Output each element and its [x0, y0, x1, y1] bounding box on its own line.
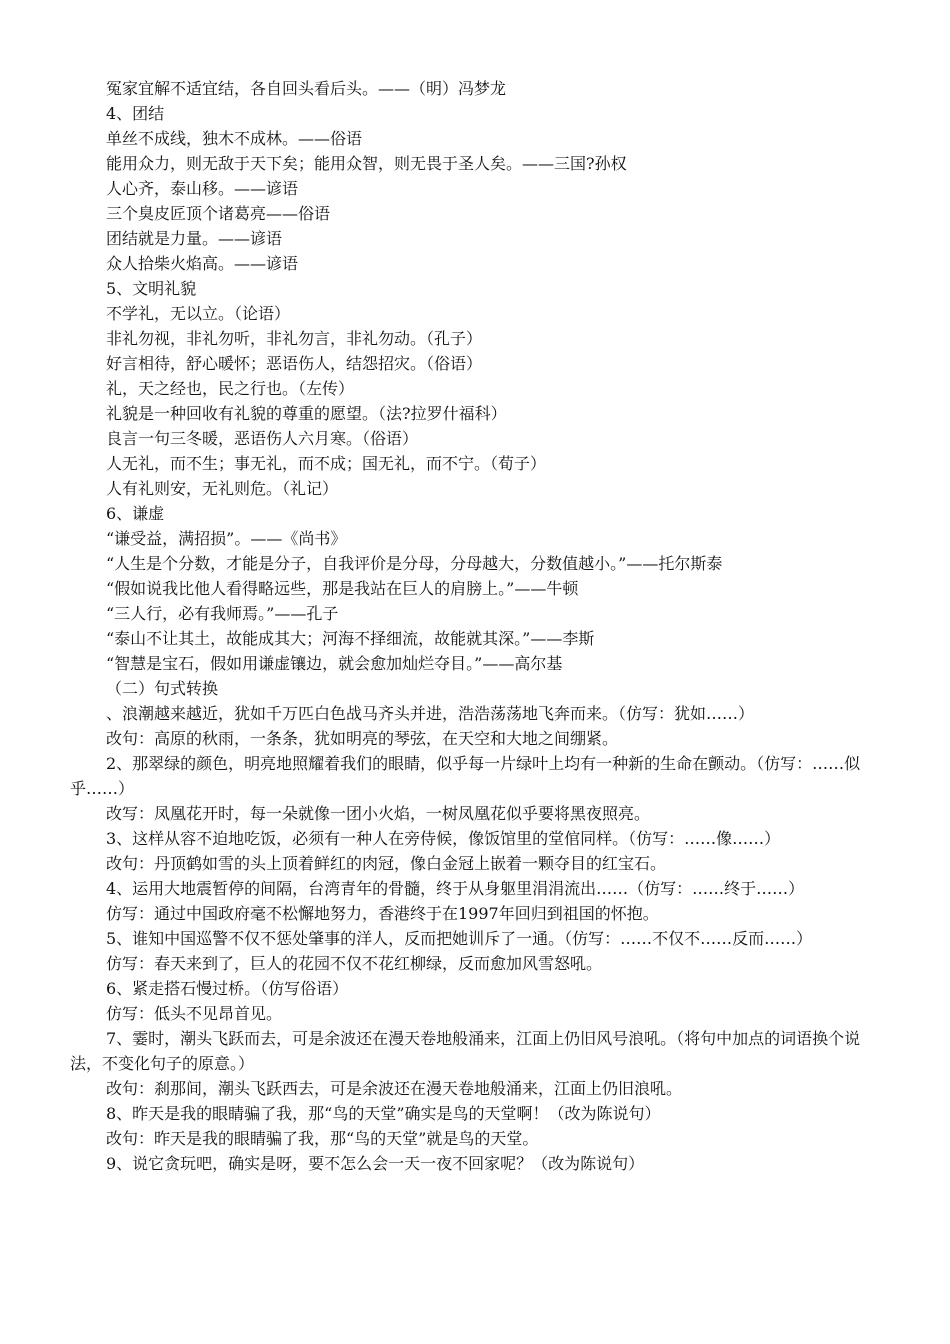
text-line: 良言一句三冬暖，恶语伤人六月寒。（俗语）	[106, 429, 419, 448]
text-line: 不学礼，无以立。（论语）	[106, 304, 291, 323]
text-line: 2、那翠绿的颜色，明亮地照耀着我们的眼睛，似乎每一片绿叶上均有一种新的生命在颤动。（仿写：……似乎……）	[70, 754, 861, 798]
text-line: 改句：刹那间，潮头飞跃西去，可是余波还在漫天卷地般涌来，江面上仍旧浪吼。	[106, 1079, 683, 1098]
section-line: 9、说它贪玩吧，确实是呀，要不怎么会一天一夜不回家呢？（改为陈说句）	[106, 1154, 645, 1173]
text-line: 3、这样从容不迫地吃饭，必须有一种人在旁侍候，像饭馆里的堂倌同样。（仿写：……像……）	[106, 829, 781, 848]
text-line: 冤家宜解不适宜结，各自回头看后头。——（明）冯梦龙	[106, 79, 507, 98]
text-line: 人无礼，而不生；事无礼，而不成；国无礼，而不宁。（荀子）	[106, 454, 547, 473]
text-line: 三个臭皮匠顶个诸葛亮——俗语	[106, 204, 331, 223]
text-line: 众人拾柴火焰高。——谚语	[106, 254, 299, 273]
section-line: 6、谦虚	[106, 504, 165, 523]
text-line: “三人行，必有我师焉。”——孔子	[106, 604, 339, 623]
text-line: 改句：高原的秋雨，一条条，犹如明亮的琴弦，在天空和大地之间绷紧。	[106, 729, 619, 748]
text-line: 改句：昨天是我的眼睛骗了我，那“鸟的天堂”就是鸟的天堂。	[106, 1129, 539, 1148]
text-line: 人有礼则安，无礼则危。（礼记）	[106, 479, 339, 498]
text-line: 团结就是力量。——谚语	[106, 229, 283, 248]
text-line: “人生是个分数，才能是分子，自我评价是分母，分母越大，分数值越小。”——托尔斯泰	[106, 554, 723, 573]
text-line: 人心齐，泰山移。——谚语	[106, 179, 299, 198]
text-line: 礼，天之经也，民之行也。（左传）	[106, 379, 355, 398]
text-line: 仿写：通过中国政府毫不松懈地努力，香港终于在1997年回归到祖国的怀抱。	[106, 904, 659, 923]
text-line: 仿写：低头不见昂首见。	[106, 1004, 283, 1023]
text-line: 5、谁知中国巡警不仅不惩处肇事的洋人，反而把她训斥了一通。（仿写：……不仅不……反而……）	[106, 929, 813, 948]
text-line: “谦受益，满招损”。——《尚书》	[106, 529, 347, 548]
text-line: 4、运用大地震暂停的间隔，台湾青年的骨髓，终于从身躯里涓涓流出……（仿写：……终于……）	[106, 879, 805, 898]
text-line: “智慧是宝石，假如用谦虚镶边，就会愈加灿烂夺目。”——高尔基	[106, 654, 563, 673]
text-line: 、浪潮越来越近，犹如千万匹白色战马齐头并进，浩浩荡荡地飞奔而来。（仿写：犹如……）	[106, 704, 755, 723]
text-line: “泰山不让其土，故能成其大；河海不择细流，故能就其深。”——李斯	[106, 629, 595, 648]
text-line: 改写：凤凰花开时，每一朵就像一团小火焰，一树凤凰花似乎要将黑夜照亮。	[106, 804, 651, 823]
text-line: 礼貌是一种回收有礼貌的尊重的愿望。（法?拉罗什福科）	[106, 404, 507, 423]
section-line: 6、紧走搭石慢过桥。（仿写俗语）	[106, 979, 349, 998]
text-line: 能用众力，则无敌于天下矣；能用众智，则无畏于圣人矣。——三国?孙权	[106, 154, 627, 173]
section-line: 5、文明礼貌	[106, 279, 197, 298]
section-line: （二）句式转换	[106, 679, 219, 698]
text-line: 非礼勿视，非礼勿听，非礼勿言，非礼勿动。（孔子）	[106, 329, 483, 348]
text-line: 单丝不成线，独木不成林。——俗语	[106, 129, 363, 148]
text-line: 好言相待，舒心暖怀；恶语伤人，结怨招灾。（俗语）	[106, 354, 483, 373]
text-line: 改句：丹顶鹤如雪的头上顶着鲜红的肉冠，像白金冠上嵌着一颗夺目的红宝石。	[106, 854, 667, 873]
section-line: 8、昨天是我的眼睛骗了我，那“鸟的天堂”确实是鸟的天堂啊！（改为陈说句）	[106, 1104, 661, 1123]
text-line: 7、霎时，潮头飞跃而去，可是余波还在漫天卷地般涌来，江面上仍旧风号浪吼。（将句中加点的词语换个说法，不变化句子的原意。）	[70, 1029, 861, 1073]
section-line: 4、团结	[106, 104, 165, 123]
text-line: 仿写：春天来到了，巨人的花园不仅不花红柳绿，反而愈加风雪怒吼。	[106, 954, 603, 973]
text-line: “假如说我比他人看得略远些，那是我站在巨人的肩膀上。”——牛顿	[106, 579, 579, 598]
